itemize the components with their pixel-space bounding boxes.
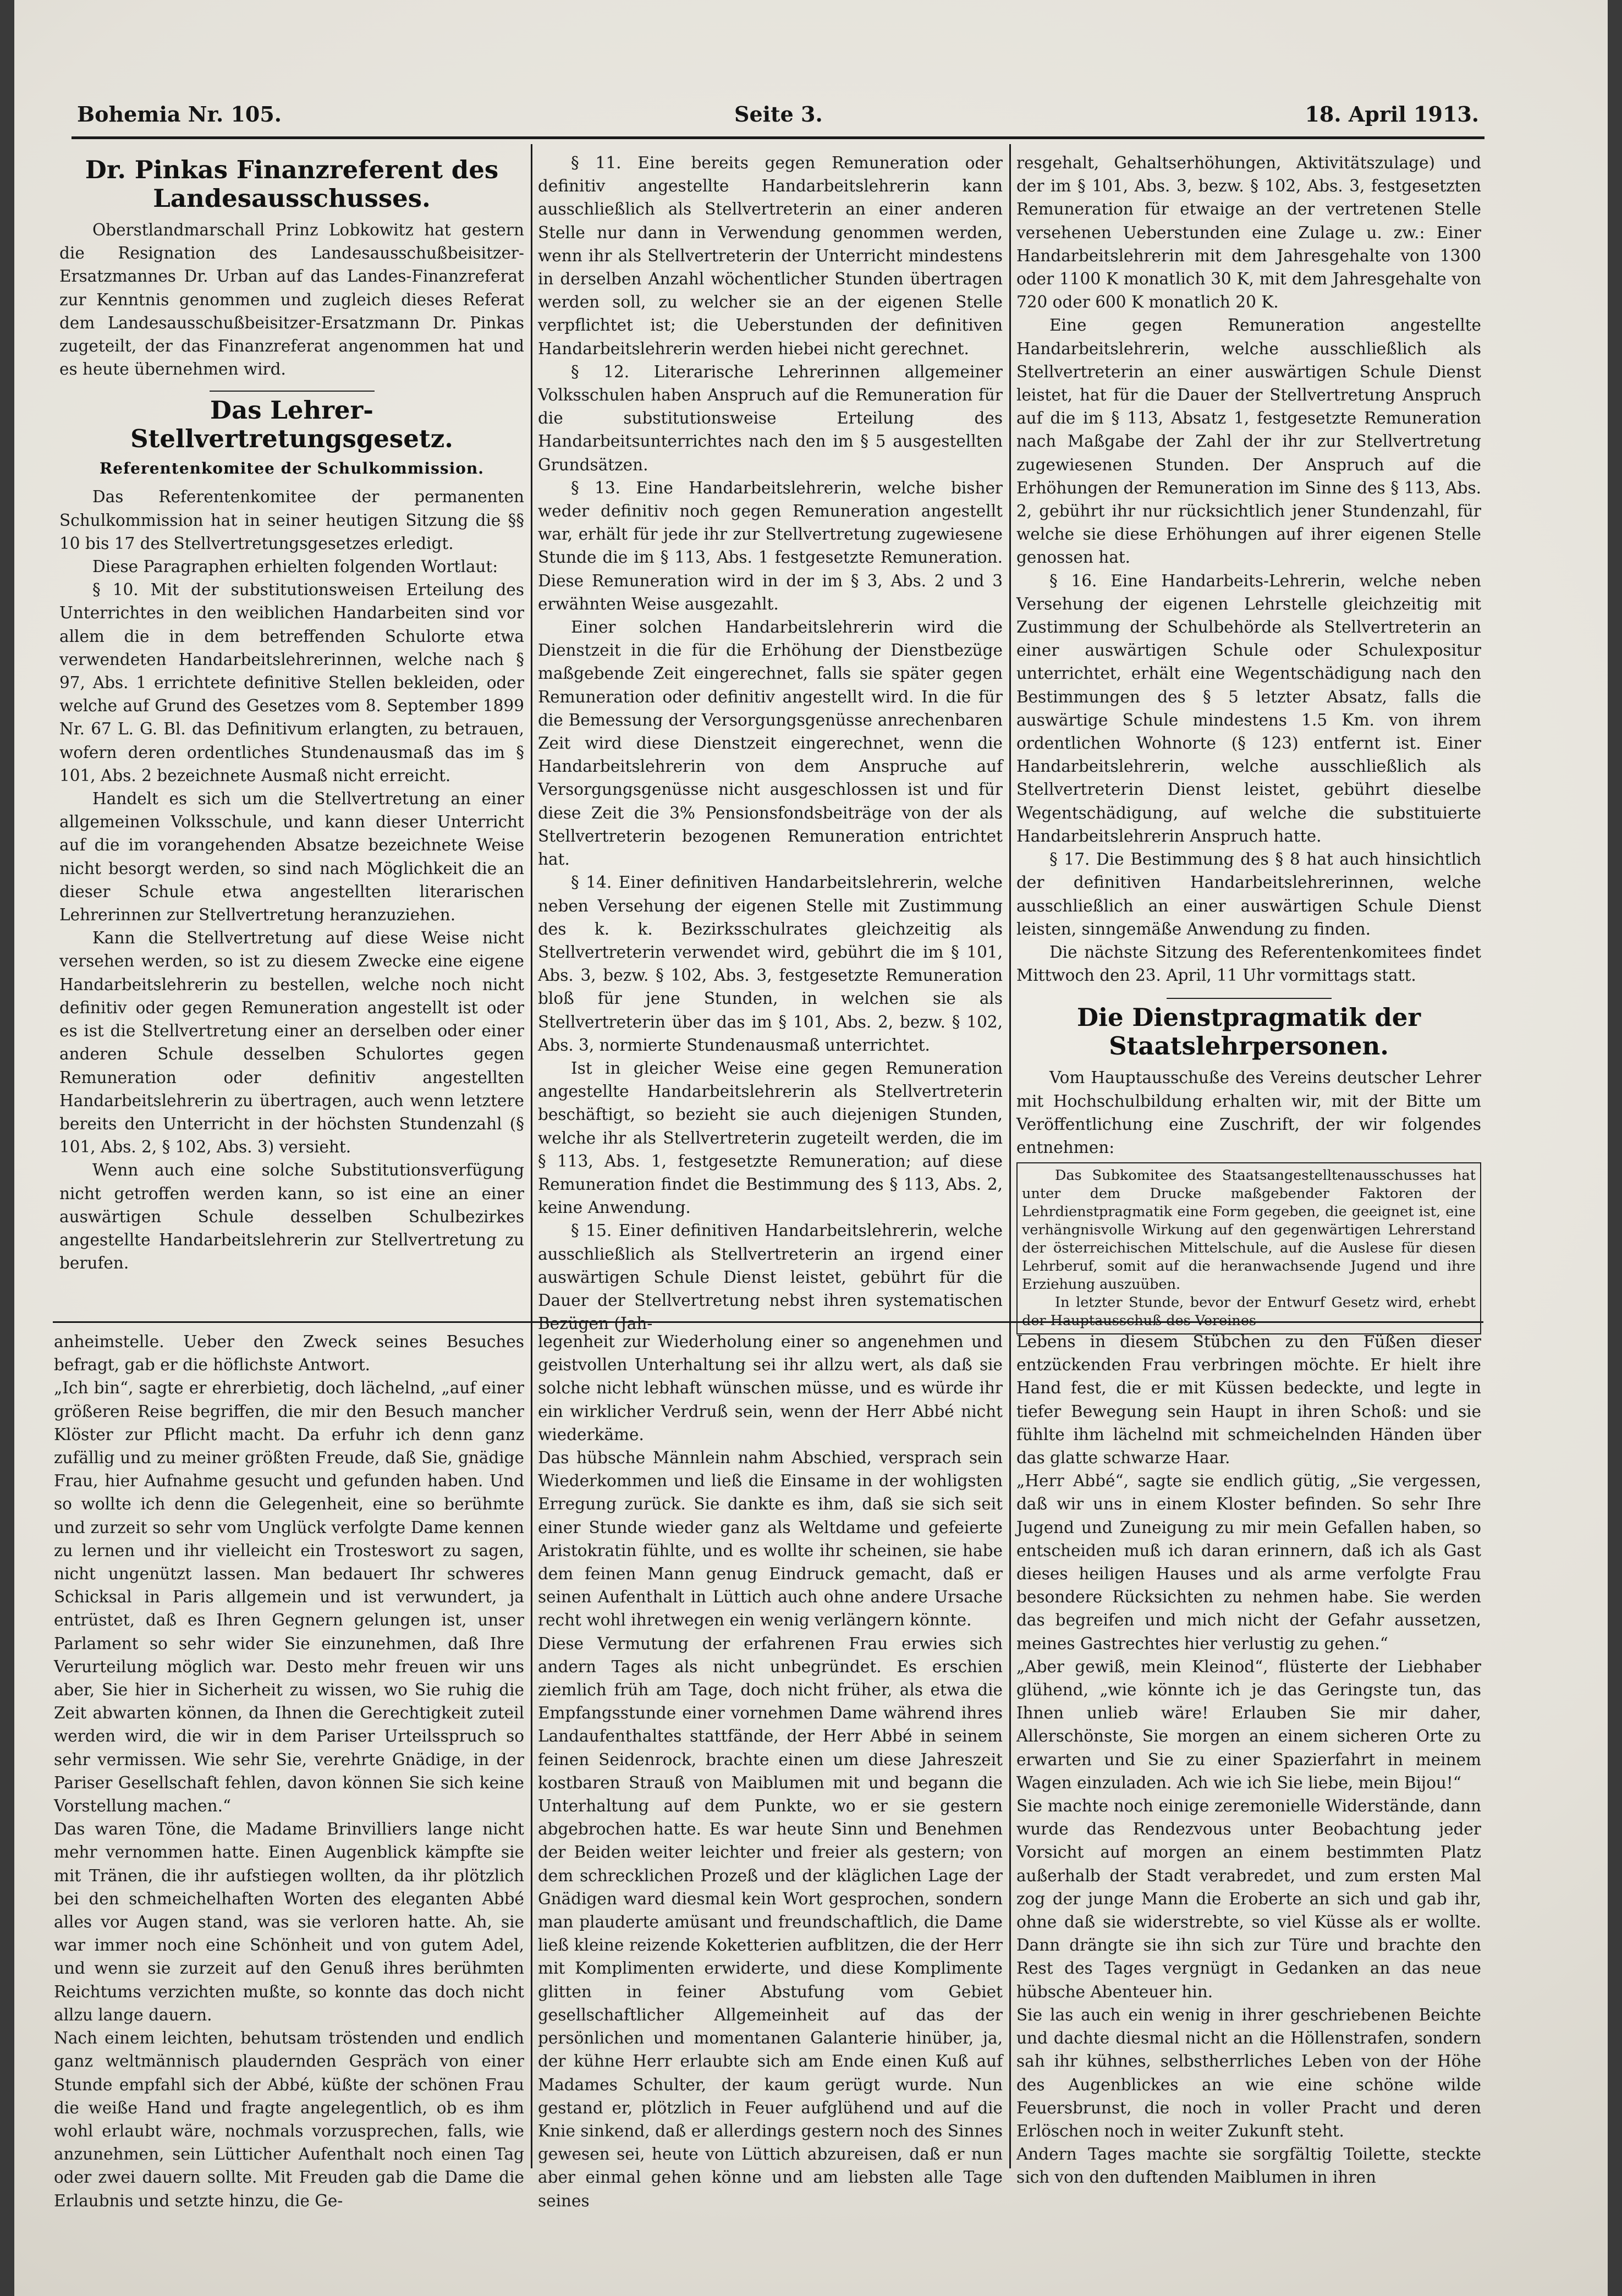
headline-lehrer: Das Lehrer-Stellvertretungsgesetz. (130, 396, 453, 454)
boxed-statement (1016, 1162, 1481, 1334)
column-rule-2 (1009, 144, 1011, 2168)
paragraph: Das Subkomitee des Staatsangestelltenausschusses hat unter dem Drucke maßgebender Faktoren der Lehrdienstpragmatik eine Form gegeben, die geeignet ist, eine verhängnisvolle Wirkung auf den gegenwärtigen Lehrerstand der österreichischen Mittelschule, auf die Auslese für diesen Lehrberuf, somit auf die heranwachsende Jugend und ihre Erziehung auszuüben. (1022, 1167, 1476, 1293)
header-center: Seite 3. (734, 102, 823, 127)
paragraph: § 14. Einer definitiven Handarbeitslehrerin, welche neben Versehung der eigenen Stelle mit Zustimmung des k. k. Bezirksschulrates gleichzeitig als Stellvertreterin verwendet wird, gebührt die im § 101, Abs. 3, bezw. § 102, Abs. 3, festgesetzte Remuneration bloß für jene Stunden, in welchen sie als Stellvertreterin über das im § 101, Abs. 2, bezw. § 102, Abs. 3, normierte Stundenausmaß unterrichtet. (538, 873, 1003, 1054)
paragraph: Ist in gleicher Weise eine gegen Remuneration angestellte Handarbeitslehrerin als Stellvertreterin beschäftigt, so bezieht sie auch diejenigen Stunden, welche ihr als Stellvertreterin zugeteilt werden, die im § 113, Abs. 1, festgesetzte Remuneration; auf diese Remuneration findet die Bestimmung des § 113, Abs. 2, keine Anwendung. (538, 1058, 1003, 1217)
paragraph: resgehalt, Gehaltserhöhungen, Aktivitätszulage) und der im § 101, Abs. 3, bezw. § 102, Abs. 3, festgesetzten Remuneration für etwaige an der vertretenen Stelle versehenen Ueberstunden eine Zulage u. zw.: Einer Handarbeitslehrerin mit dem Jahresgehalte von 1300 oder 1100 K monatlich 30 K, mit dem Jahresgehalte von 720 oder 600 K monatlich 20 K. (1016, 153, 1481, 312)
paragraph: § 10. Mit der substitutionsweisen Erteilung des Unterrichtes in den weiblichen Handarbeiten sind vor allem die in dem betreffenden Schulorte etwa verwendeten Handarbeitslehrerinnen, welche nach § 97, Abs. 1 errichtete definitive Stellen bekleiden, oder welche auf Grund des Gesetzes vom 8. September 1899 Nr. 67 L. G. Bl. das Definitivum erlangten, zu betrauen, wofern deren ordentliches Stundenausmaß das im § 101, Abs. 2 bezeichnete Ausmaß nicht erreicht. (59, 580, 524, 785)
page-header (77, 102, 1479, 135)
feuilleton-column-2: legenheit zur Wiederholung einer so angenehmen und geistvollen Unterhaltung sei ihr allzu wert, als daß sie solche nicht lebhaft wünschen müsse, und es würde ihr ein wirklicher Verdruß sein, wenn der Herr Abbé nicht wiederkäme. Das hübsche Männlein nahm Abschied, versprach sein Wiederkommen und ließ die Einsame in der wohligsten Erregung zurück. Sie dankte es ihm, daß sie sich seit einer Stunde wieder ganz als Weltdame und gefeierte Aristokratin fühlte, und es wollte ihr scheinen, sie habe dem feinen Mann genug Eindruck gemacht, daß er seinen Aufenthalt in Lüttich auch ohne andere Ursache recht wohl ihretwegen ein wenig verlängern könnte. Diese Vermutung der erfahrenen Frau erwies sich andern Tages als nicht unbegründet. Es erschien ziemlich früh am Tage, doch nicht früher, als etwa die Empfangsstunde einer vornehmen Dame während ihres Landaufenthaltes stattfände, der Herr Abbé in seinem feinen Seidenrock, brachte einen um diese Jahreszeit kostbaren Strauß von Maiblumen mit und begann die Unterhaltung auf dem Punkte, wo er sie gestern abgebrochen hatte. Es war heute Sinn und Benehmen der Beiden weiter leichter und freier als gestern; von dem schrecklichen Prozeß und der kläglichen Lage der Gnädigen ward diesmal kein Wort gesprochen, sondern man plauderte amüsant und freundschaftlich, die Dame ließ kleine reizende Koketterien aufblitzen, die der Herr mit Komplimenten erwiderte, und diese Komplimente glitten in feiner Abstufung vom Gebiet gesellschaftlicher Allgemeinheit auf das der persönlichen und momentanen Galanterie hinüber, ja, der kühne Herr erlaubte sich am Ende einen Kuß auf Madames Schulter, der kaum gerügt wurde. Nun gestand er, plötzlich in Feuer aufglühend und auf die Knie sinkend, daß er allerdings gestern noch des Sinnes gewesen sei, heute von Lüttich abzureisen, daß er nun aber einmal gehen könne und am liebsten alle Tage seines (538, 1332, 1003, 2210)
divider (1167, 998, 1332, 999)
paragraph: In letzter Stunde, bevor der Entwurf Gesetz wird, erhebt der Hauptausschuß des Vereines (1022, 1294, 1476, 1330)
paragraph: Vom Hauptausschuße des Vereins deutscher Lehrer mit Hochschulbildung erhalten wir, mit der Bitte um Veröffentlichung eine Zuschrift, der wir folgendes entnehmen: (1016, 1068, 1481, 1157)
paragraph: Diese Paragraphen erhielten folgenden Wortlaut: (92, 557, 498, 576)
paragraph: Eine gegen Remuneration angestellte Handarbeitslehrerin, welche ausschließlich als Stellvertreterin an einer auswärtigen Schule Dienst leistet, hat für die Dauer der Stellvertretung Anspruch auf die im § 113, Absatz 1, festgesetzte Remuneration nach Maßgabe der Zahl der ihr zur Stellvertretung zugewiesenen Stunden. Der Anspruch auf die Erhöhungen der Remuneration im Sinne des § 113, Abs. 2, gebührt ihr nur rücksichtlich jener Stundenzahl, für welche sie diese Erhöhungen auf ihrer eigenen Stelle genossen hat. (1016, 316, 1481, 567)
column-3 (1016, 151, 1481, 1330)
paragraph: § 13. Eine Handarbeitslehrerin, welche bisher weder definitiv noch gegen Remuneration angestellt war, erhält für jede ihr zur Stellvertretung zugewiesene Stunde die im § 113, Abs. 1 festgesetzte Remuneration. Diese Remuneration wird in der im § 3, Abs. 2 und 3 erwähnten Weise ausgezahlt. (538, 478, 1003, 613)
header-rule (72, 136, 1484, 139)
paragraph: Kann die Stellvertretung auf diese Weise nicht versehen werden, so ist zu diesem Zwecke eine eigene Handarbeitslehrerin zu bestellen, welche noch nicht definitiv oder gegen Remuneration angestellt ist oder es ist die Stellvertretung einer an derselben oder einer anderen Schule desselben Schulortes gegen Remuneration oder definitiv angestellten Handarbeitslehrerin zu übertragen, auch wenn letztere bereits den Unterricht in der höchsten Stundenzahl (§ 101, Abs. 2, § 102, Abs. 3) versieht. (59, 929, 524, 1157)
headline-dienstpragmatik: Die Dienstpragmatik der Staatslehrpersonen. (1076, 1003, 1421, 1061)
paragraph: § 15. Einer definitiven Handarbeitslehrerin, welche ausschließlich als Stellvertreterin an irgend einer auswärtigen Schule Dienst leistet, gebührt für die Dauer der Stellvertretung nebst ihren systematischen Bezügen (Jah- (538, 1221, 1003, 1333)
column-rule-1 (531, 144, 532, 2168)
paragraph: Die nächste Sitzung des Referentenkomitees findet Mittwoch den 23. April, 11 Uhr vormittags statt. (1016, 942, 1481, 985)
header-left: Bohemia Nr. 105. (77, 102, 282, 127)
paragraph: Das Referentenkomitee der permanenten Schulkommission hat in seiner heutigen Sitzung die §§ 10 bis 17 des Stellvertretungsgesetzes erledigt. (59, 487, 524, 553)
scan-border-right (1608, 0, 1622, 2296)
paragraph: Einer solchen Handarbeitslehrerin wird die Dienstzeit in die für die Erhöhung der Dienstbezüge maßgebende Zeit eingerechnet, falls sie später gegen Remuneration oder definitiv angestellt wird. In die für die Bemessung der Versorgungsgenüsse anrechenbaren Zeit wird diese Dienstzeit eingerechnet, wenn die Handarbeitslehrerin von dem Anspruche auf Versorgungsgenüsse nicht ausgeschlossen ist und für diese Zeit die 3% Pensionsfondsbeiträge von der als Stellvertreterin bezogenen Remuneration entrichtet hat. (538, 618, 1003, 869)
paragraph: § 17. Die Bestimmung des § 8 hat auch hinsichtlich der definitiven Handarbeitslehrerinnen, welche ausschließlich an einer auswärtigen Schule Dienst leisten, sinngemäße Anwendung zu finden. (1016, 850, 1481, 938)
paragraph: Wenn auch eine solche Substitutionsverfügung nicht getroffen werden kann, so ist eine an einer auswärtigen Schule desselben Schulbezirkes angestellte Handarbeitslehrerin zur Stellvertretung zu berufen. (59, 1161, 524, 1273)
column-1 (59, 151, 524, 1315)
column-2 (538, 151, 1003, 1333)
divider (210, 391, 375, 392)
paragraph: Handelt es sich um die Stellvertretung an einer allgemeinen Volksschule, und kann dieser Unterricht auf die im vorangehenden Absatze bezeichnete Weise nicht besorgt werden, so sind nach Möglichkeit die an dieser Schule etwa angestellten literarischen Lehrerinnen zur Stellvertretung heranzuziehen. (59, 789, 524, 925)
paragraph: § 16. Eine Handarbeits-Lehrerin, welche neben Versehung der eigenen Lehrstelle gleichzeitig mit Zustimmung der Schulbehörde als Stellvertreterin an einer auswärtigen Schule oder Schulexpositur unterrichtet, erhält eine Wegentschädigung nach den Bestimmungen des § 5 letzter Absatz, falls die auswärtige Schule mindestens 1.5 Km. von ihrem ordentlichen Wohnorte (§ 123) entfernt ist. Einer Handarbeitslehrerin, welche ausschließlich als Stellvertreterin Dienst leistet, gebührt dieselbe Wegentschädigung, auf welche die substituierte Handarbeitslehrerin Anspruch hatte. (1016, 571, 1481, 845)
headline-pinkas: Dr. Pinkas Finanzreferent des Landesausschusses. (85, 155, 499, 213)
header-right: 18. April 1913. (1305, 102, 1479, 127)
subheadline: Referentenkomitee der Schulkommission. (99, 459, 485, 478)
paragraph: Oberstlandmarschall Prinz Lobkowitz hat gestern die Resignation des Landesausschußbeisitzer-Ersatzmannes Dr. Urban auf das Landes-Finanzreferat zur Kenntnis genommen und zugleich dieses Referat dem Landesausschußbeisitzer-Ersatzmann Dr. Pinkas zugeteilt, der das Finanzreferat angenommen hat und es heute übernehmen wird. (59, 221, 524, 379)
paragraph: § 11. Eine bereits gegen Remuneration oder definitiv angestellte Handarbeitslehrerin kann ausschließlich als Stellvertreterin an einer anderen Stelle nur dann in Verwendung genommen werden, wenn ihr als Stellvertreterin der Unterricht mindestens in derselben Anzahl wöchentlicher Stunden übertragen werden soll, zu welcher sie an der eigenen Stelle verpflichtet ist; die Ueberstunden der definitiven Handarbeitslehrerin werden hiebei nicht gerechnet. (538, 153, 1003, 358)
scan-border-left (0, 0, 14, 2296)
paragraph: § 12. Literarische Lehrerinnen allgemeiner Volksschulen haben Anspruch auf die Remuneration für die substitutionsweise Erteilung des Handarbeitsunterrichtes nach den im § 5 ausgestellten Grundsätzen. (538, 362, 1003, 474)
feuilleton-column-3: Lebens in diesem Stübchen zu den Füßen dieser entzückenden Frau verbringen möchte. Er hielt ihre Hand fest, die er mit Küssen bedeckte, und legte in tiefer Bewegung sein Haupt in ihren Schoß: und sie fühlte ihm lächelnd mit schmeichelnden Händen über das glatte schwarze Haar. „Herr Abbé“, sagte sie endlich gütig, „Sie vergessen, daß wir uns in einem Kloster befinden. So sehr Ihre Jugend und Zuneigung zu mir mein Gefallen haben, so entscheiden muß ich daran erinnern, daß ich als Gast dieses heiligen Hauses und als arme verfolgte Frau besondere Rücksichten zu nehmen habe. Sie werden das begreifen und mich nicht der Gefahr aussetzen, meines Gastrechtes hier verlustig zu gehen.“ „Aber gewiß, mein Kleinod“, flüsterte der Liebhaber glühend, „wie könnte ich je das Geringste tun, das Ihnen unlieb wäre! Erlauben Sie mir daher, Allerschönste, Sie morgen an einem sicheren Orte zu erwarten und Sie zu einer Spazierfahrt in meinem Wagen einzuladen. Ach wie ich Sie liebe, mein Bijou!“ Sie machte noch einige zeremonielle Widerstände, dann wurde das Rendezvous unter Beobachtung jeder Vorsicht auf morgen an einem bestimmten Platz außerhalb der Stadt verabredet, und zum ersten Mal zog der junge Mann die Eroberte an sich und gab ihr, ohne daß sie widerstrebte, so viel Küsse als er wollte. Dann drängte sie ihn sich zur Türe und brachte den Rest des Tages vergnügt in Gedanken an das neue hübsche Abenteuer hin. Sie las auch ein wenig in ihrer geschriebenen Beichte und dachte diesmal nicht an die Höllenstrafen, sondern sah ihr kühnes, selbstherrliches Leben von der Höhe des Augenblickes an wie eine schöne wilde Feuersbrunst, die noch in voller Pracht und deren Erlöschen noch in weiter Zukunft steht. Andern Tages machte sie sorgfältig Toilette, steckte sich von den duftenden Maiblumen in ihren (1016, 1332, 1481, 2187)
feuilleton-column-1: anheimstelle. Ueber den Zweck seines Besuches befragt, gab er die höflichste Antwort. „Ich bin“, sagte er ehrerbietig, doch lächelnd, „auf einer größeren Reise begriffen, die mir den Besuch mancher Klöster zur Pflicht macht. Da erfuhr ich denn ganz zufällig und zu meiner größten Freude, daß Sie, gnädige Frau, hier Aufnahme gesucht und gefunden haben. Und so wollte ich denn die Gelegenheit, eine so berühmte und zurzeit so sehr vom Unglück verfolgte Dame kennen zu lernen und ihr vielleicht ein Trosteswort zu sagen, nicht ungenützt lassen. Man bedauert Ihr schweres Schicksal in Paris allgemein und ist verwundert, ja entrüstet, daß es Ihren Gegnern gelungen ist, unser Parlament so sehr wider Sie einzunehmen, daß Ihre Verurteilung möglich war. Desto mehr freuen wir uns aber, Sie hier in Sicherheit zu wissen, wo Sie ruhig die Zeit abwarten können, da Ihnen die Gerechtigkeit zuteil werden wird, die wir in dem Pariser Urteilsspruch so sehr vermissen. Wie sehr Sie, verehrte Gnädige, in der Pariser Gesellschaft fehlen, davon können Sie sich keine Vorstellung machen.“ Das waren Töne, die Madame Brinvilliers lange nicht mehr vernommen hatte. Einen Augenblick kämpfte sie mit Tränen, die ihr aufstiegen wollten, da ihr plötzlich bei den schmeichelhaften Worten des eleganten Abbé alles vor Augen stand, was sie verloren hatte. Ah, sie war immer noch eine Schönheit und von gutem Adel, und wenn sie zurzeit auf den Genuß ihres berühmten Reichtums verzichten mußte, so konnte das doch nicht allzu lange dauern. Nach einem leichten, behutsam tröstenden und endlich ganz weltmännisch plaudernden Gespräch von einer Stunde empfahl sich der Abbé, küßte der schönen Frau die weiße Hand und fragte angelegentlich, ob es ihm wohl erlaubt wäre, nochmals vorzusprechen, falls, wie anzunehmen, sein Lütticher Aufenthalt noch einen Tag oder zwei dauern sollte. Mit Freuden gab die Dame die Erlaubnis und setzte hinzu, die Ge- (54, 1332, 524, 2210)
